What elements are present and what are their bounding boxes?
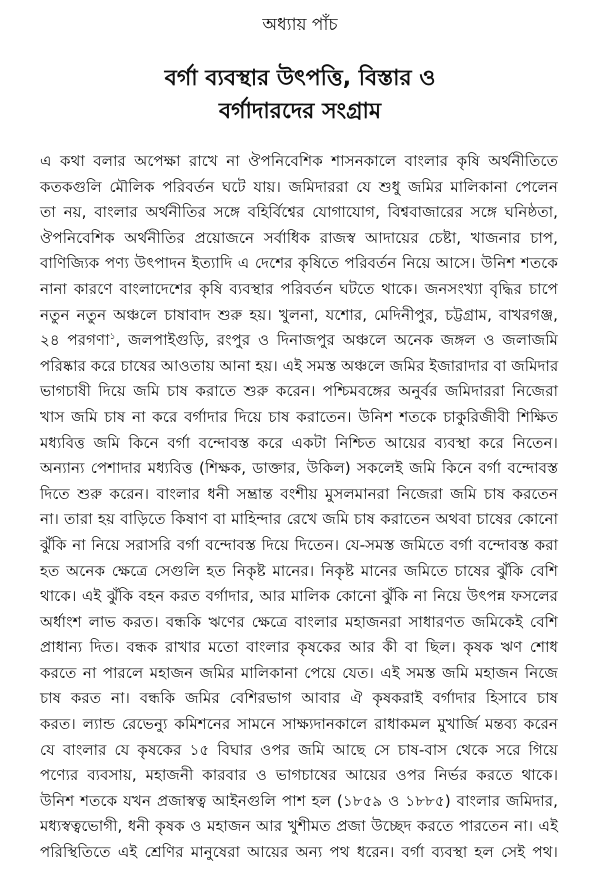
text-line: তা নয়, বাংলার অর্থনীতির সঙ্গে বহির্বিশ্বের যোগাযোগ, বিশ্ববাজারের সঙ্গে ঘনিষ্ঠতা, <box>40 203 558 222</box>
text-line: নানা কারণে বাংলাদেশের কৃষি ব্যবস্থার পরিবর্তন ঘটতে থাকে। জনসংখ্যা বৃদ্ধির চাপে <box>40 279 558 298</box>
text-line: খাস জমি চাষ না করে বর্গাদার দিয়ে চাষ করাতেন। উনিশ শতকে চাকুরিজীবী শিক্ষিত <box>40 407 558 426</box>
chapter-title-line-2: বর্গাদারদের সংগ্রাম <box>218 99 382 124</box>
text-line: পণ্যের ব্যবসায়, মহাজনী কারবার ও ভাগচাষের আয়ের ওপর নির্ভর করতে থাকে। <box>40 766 558 785</box>
body-paragraph <box>40 149 558 866</box>
text-line: করতে না পারলে মহাজন জমির মালিকানা পেয়ে যেত। এই সমস্ত জমি মহাজন নিজে <box>40 663 558 682</box>
text-segment: ২৪ পরগণা <box>40 331 110 350</box>
text-segment: , জলপাইগুড়ি, রংপুর ও দিনাজপুর অঞ্চলে অনেক জঙ্গল ও জলাজমি <box>115 331 558 350</box>
text-line: ঝুঁকি না নিয়ে সরাসরি বর্গা বন্দোবস্ত দিয়ে দিতেন। যে-সমস্ত জমিতে বর্গা বন্দোবস্ত করা <box>40 535 558 554</box>
text-line: অর্ধাংশ লাভ করত। বন্ধকি ঋণের ক্ষেত্রে বাংলার মহাজনরা সাধারণত জমিকেই বেশি <box>40 612 558 631</box>
text-line: হত অনেক ক্ষেত্রে সেগুলি হত নিকৃষ্ট মানের। নিকৃষ্ট মানের জমিতে চাষের ঝুঁকি বেশি <box>40 561 558 580</box>
text-line: এ কথা বলার অপেক্ষা রাখে না ঔপনিবেশিক শাসনকালে বাংলার কৃষি অর্থনীতিতে <box>40 152 558 170</box>
text-line: অন্যান্য পেশাদার মধ্যবিত্ত (শিক্ষক, ডাক্তার, উকিল) সকলেই জমি কিনে বর্গা বন্দোবস্ত <box>40 459 558 478</box>
text-line: যে বাংলার যে কৃষকের ১৫ বিঘার ওপর জমি আছে সে চাষ-বাস থেকে সরে গিয়ে <box>40 740 558 759</box>
text-line: ভাগচাষী দিয়ে জমি চাষ করাতে শুরু করেন। পশ্চিমবঙ্গের অনুর্বর জমিদাররা নিজেরা <box>40 382 558 401</box>
text-line: করত। ল্যান্ড রেভেন্যু কমিশনের সামনে সাক্ষ্যদানকালে রাধাকমল মুখার্জি মন্তব্য করেন <box>40 715 558 734</box>
text-line: কতকগুলি মৌলিক পরিবর্তন ঘটে যায়। জমিদাররা যে শুধু জমির মালিকানা পেলেন <box>40 177 558 196</box>
text-line: বাণিজ্যিক পণ্য উৎপাদন ইত্যাদি এ দেশের কৃষিতে পরিবর্তন নিয়ে আসে। উনিশ শতকে <box>40 254 558 273</box>
text-line: ঔপনিবেশিক অর্থনীতির প্রয়োজনে সর্বাধিক রাজস্ব আদায়ের চেষ্টা, খাজনার চাপ, <box>40 228 558 247</box>
text-line: দিতে শুরু করেন। বাংলার ধনী সম্ভ্রান্ত বংশীয় মুসলমানরা নিজেরা জমি চাষ করতেন <box>40 484 558 503</box>
chapter-title <box>0 62 600 128</box>
text-line: পরিস্থিতিতে এই শ্রেণির মানুষেরা আয়ের অন্য পথ ধরেন। বর্গা ব্যবস্থা হল সেই পথ। <box>40 843 558 862</box>
text-line: চাষ করত না। বন্ধকি জমির বেশিরভাগ আবার ঐ কৃষকরাই বর্গাদার হিসাবে চাষ <box>40 689 558 708</box>
text-line: নতুন নতুন অঞ্চলে চাষাবাদ শুরু হয়। খুলনা, যশোর, মেদিনীপুর, চট্টগ্রাম, বাখরগঞ্জ, <box>40 305 558 324</box>
chapter-title-line-1: বর্গা ব্যবস্থার উৎপত্তি, বিস্তার ও <box>164 66 436 91</box>
text-line <box>40 328 558 354</box>
text-line: থাকে। এই ঝুঁকি বহন করত বর্গাদার, আর মালিক কোনো ঝুঁকি না নিয়ে উৎপন্ন ফসলের <box>40 587 558 606</box>
text-line: মধ্যস্বত্বভোগী, ধনী কৃষক ও মহাজন আর খুশীমত প্রজা উচ্ছেদ করতে পারতেন না। এই <box>40 817 558 836</box>
chapter-label: অধ্যায় পাঁচ <box>262 15 338 35</box>
text-line: উনিশ শতকে যখন প্রজাস্বত্ব আইনগুলি পাশ হল (১৮৫৯ ও ১৮৮৫) বাংলার জমিদার, <box>40 791 558 810</box>
text-line: মধ্যবিত্ত জমি কিনে বর্গা বন্দোবস্ত করে একটা নিশ্চিত আয়ের ব্যবস্থা করে নিতেন। <box>40 433 558 452</box>
text-line: প্রাধান্য দিত। বন্ধক রাখার মতো বাংলার কৃষকের আর কী বা ছিল। কৃষক ঋণ শোধ <box>40 638 558 657</box>
footnote-ref[interactable]: ১ <box>109 332 116 343</box>
text-line: পরিষ্কার করে চাষের আওতায় আনা হয়। এই সমস্ত অঞ্চলে জমির ইজারাদার বা জমিদার <box>40 356 559 375</box>
text-line: না। তারা হয় বাড়িতে কিষাণ বা মাহিন্দার রেখে জমি চাষ করাতেন অথবা চাষের কোনো <box>40 510 558 529</box>
